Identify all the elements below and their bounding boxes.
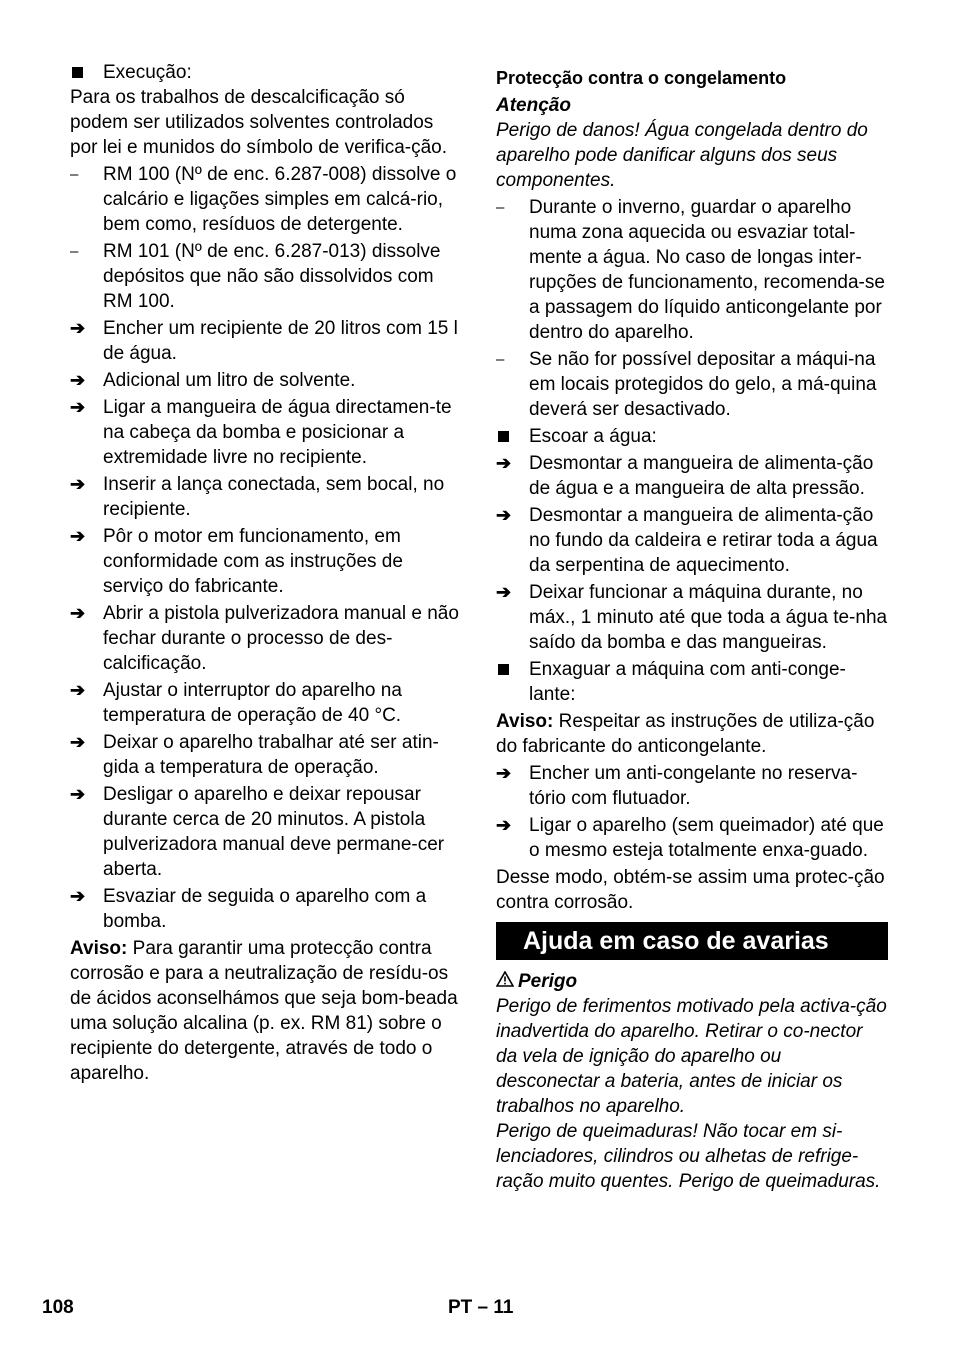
arrow-right-icon: ➔ [496, 763, 512, 783]
descaling-intro: Para os trabalhos de descalcificação só podem ser utilizados solventes controlados por lei e munidos do símbolo de verifica-ção. [70, 87, 448, 158]
step-item: ➔ Adicional um litro de solvente. [70, 370, 356, 391]
right-column [496, 58, 888, 1194]
left-column [70, 58, 465, 1086]
warning-triangle-icon [496, 969, 518, 994]
step-item: ➔ Ligar a mangueira de água directamen-te na cabeça da bomba e posicionar a extremidade livre no recipiente. [70, 397, 452, 468]
square-bullet-icon [496, 657, 522, 682]
step-item: ➔ Pôr o motor em funcionamento, em conformidade com as instruções de serviço do fabricante. [70, 526, 403, 597]
danger-text-1: Perigo de ferimentos motivado pela activa-ção inadvertida do aparelho. Retirar o co-nector da vela de ignição do aparelho ou desconectar a bateria, antes de iniciar os trabalhos no aparelho. [496, 996, 887, 1117]
arrow-right-icon: ➔ [70, 680, 86, 700]
square-bullet-icon [70, 60, 96, 85]
attention-text: Perigo de danos! Água congelada dentro do aparelho pode danificar alguns dos seus componentes. [496, 120, 868, 191]
arrow-right-icon: ➔ [70, 603, 86, 623]
step-item: ➔ Desmontar a mangueira de alimenta-ção no fundo da caldeira e retirar toda a água da serpentina de aquecimento. [496, 505, 878, 576]
arrow-right-icon: ➔ [496, 505, 512, 525]
arrow-right-icon: ➔ [70, 784, 86, 804]
dash-item: – Durante o inverno, guardar o aparelho numa zona aquecida ou esvaziar total-mente a água. No caso de longas inter-rupções de funcionamento, recomenda-se a passagem do líquido anticongelante por dentro do aparelho. [496, 197, 885, 343]
bullet-drain: Escoar a água: [496, 424, 888, 449]
arrow-right-icon: ➔ [70, 318, 86, 338]
right-notice: Aviso: Respeitar as instruções de utiliza-ção do fabricante do anticongelante. [496, 711, 875, 757]
dash-icon: – [496, 199, 505, 216]
step-item: ➔ Deixar funcionar a máquina durante, no máx., 1 minuto até que toda a água te-nha saído da bomba e das mangueiras. [496, 582, 888, 653]
dash-item: – Se não for possível depositar a máqui-na em locais protegidos do gelo, a má-quina deverá ser desactivado. [496, 349, 877, 420]
arrow-right-icon: ➔ [70, 526, 86, 546]
arrow-right-icon: ➔ [496, 453, 512, 473]
bullet-execucao: Execução: [70, 60, 465, 85]
page-number: 108 [42, 1297, 74, 1318]
step-item: ➔ Deixar o aparelho trabalhar até ser atin-gida a temperatura de operação. [70, 732, 439, 778]
arrow-right-icon: ➔ [70, 474, 86, 494]
dash-item: – RM 100 (Nº de enc. 6.287-008) dissolve o calcário e ligações simples em calcá-rio, bem como, resíduos de detergente. [70, 164, 457, 235]
left-notice: Aviso: Para garantir uma protecção contra corrosão e para a neutralização de resídu-os de ácidos aconselhámos que seja bom-beada uma solução alcalina (p. ex. RM 81) sobre o recipiente do detergente, através de todo o aparelho. [70, 938, 458, 1084]
arrow-right-icon: ➔ [496, 582, 512, 602]
danger-heading: Perigo [496, 969, 888, 994]
attention-label: Atenção [496, 95, 571, 116]
arrow-right-icon: ➔ [70, 732, 86, 752]
frost-protection-heading: Protecção contra o congelamento [496, 68, 787, 88]
arrow-right-icon: ➔ [496, 815, 512, 835]
step-item: ➔ Inserir a lança conectada, sem bocal, no recipiente. [70, 474, 445, 520]
arrow-right-icon: ➔ [70, 370, 86, 390]
square-bullet-icon [496, 424, 522, 449]
dash-icon: – [70, 166, 79, 183]
bullet-rinse: Enxaguar a máquina com anti-conge-lante: [496, 657, 888, 707]
step-item: ➔ Encher um recipiente de 20 litros com 15 l de água. [70, 318, 458, 364]
closing-text: Desse modo, obtém-se assim uma protec-ção contra corrosão. [496, 867, 885, 913]
step-item: ➔ Desmontar a mangueira de alimenta-ção de água e a mangueira de alta pressão. [496, 453, 874, 499]
arrow-right-icon: ➔ [70, 886, 86, 906]
arrow-right-icon: ➔ [70, 397, 86, 417]
step-item: ➔ Ajustar o interruptor do aparelho na temperatura de operação de 40 °C. [70, 680, 402, 726]
dash-icon: – [496, 351, 505, 368]
step-item: ➔ Encher um anti-congelante no reserva-tório com flutuador. [496, 763, 858, 809]
dash-icon: – [70, 243, 79, 260]
step-item: ➔ Esvaziar de seguida o aparelho com a bomba. [70, 886, 427, 932]
step-item: ➔ Desligar o aparelho e deixar repousar durante cerca de 20 minutos. A pistola pulverizadora manual deve permane-cer aberta. [70, 784, 445, 880]
section-title-bar: Ajuda em caso de avarias [496, 922, 888, 960]
step-item: ➔ Ligar o aparelho (sem queimador) até que o mesmo esteja totalmente enxa-guado. [496, 815, 884, 861]
danger-text-2: Perigo de queimaduras! Não tocar em si-lenciadores, cilindros ou alhetas de refrige-ração muito quentes. Perigo de queimaduras. [496, 1121, 881, 1192]
dash-item: – RM 101 (Nº de enc. 6.287-013) dissolve depósitos que não são dissolvidos com RM 100. [70, 241, 441, 312]
language-page-label: PT – 11 [448, 1297, 514, 1318]
step-item: ➔ Abrir a pistola pulverizadora manual e não fechar durante o processo de des-calcificação. [70, 603, 459, 674]
